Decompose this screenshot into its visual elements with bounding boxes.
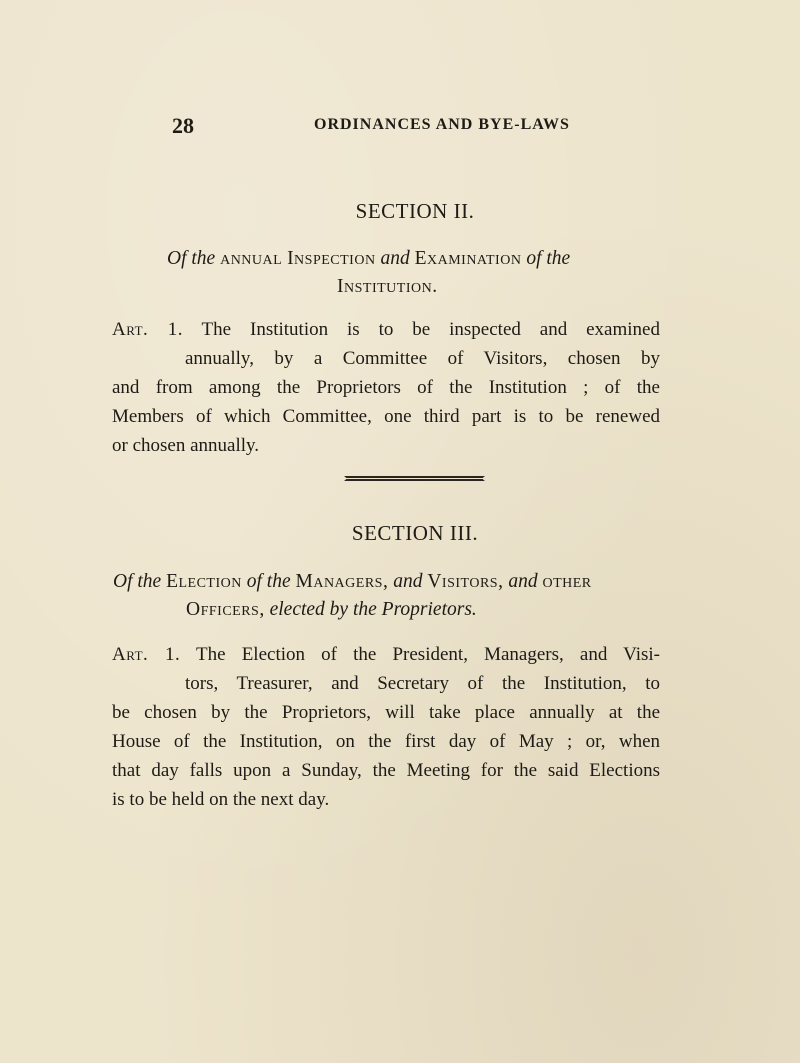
article-label: Art. 1. bbox=[112, 644, 181, 665]
heading-annual: annual bbox=[220, 248, 283, 269]
article-line: Art. 1. The Election of the President, Managers, and Visi- bbox=[112, 644, 660, 665]
heading-of-the: Of the bbox=[167, 248, 216, 269]
heading-institution: Institution. bbox=[337, 276, 438, 297]
heading-inspection: Inspection bbox=[287, 248, 376, 269]
heading-of-the-2: of the bbox=[246, 571, 291, 592]
section-3-heading-line-2 bbox=[186, 596, 477, 624]
heading-and: and bbox=[393, 571, 423, 592]
heading-officers: Officers, bbox=[186, 599, 265, 620]
heading-managers: Managers, bbox=[295, 571, 389, 592]
section-2-article-1 bbox=[112, 315, 660, 460]
section-2-heading-line-2 bbox=[337, 273, 438, 301]
article-line: is to be held on the next day. bbox=[112, 789, 330, 810]
section-3-article-1 bbox=[112, 640, 660, 814]
section-3-title: SECTION III. bbox=[351, 521, 479, 545]
heading-and: and bbox=[380, 248, 410, 269]
article-line: be chosen by the Proprietors, will take place annually at the bbox=[112, 702, 660, 723]
page-header bbox=[172, 113, 572, 137]
article-label: Art. 1. bbox=[112, 319, 183, 340]
article-line: tors, Treasurer, and Secretary of the Institution, to bbox=[185, 673, 660, 694]
heading-of-the-2: of the bbox=[526, 248, 571, 269]
running-head: ORDINANCES AND BYE-LAWS bbox=[314, 116, 570, 133]
heading-other: other bbox=[542, 571, 592, 592]
page-number: 28 bbox=[172, 113, 194, 138]
section-divider-rule bbox=[342, 475, 487, 482]
article-line: and from among the Proprietors of the Institution ; of the bbox=[112, 377, 660, 398]
article-line: Members of which Committee, one third part is to be renewed bbox=[112, 406, 660, 427]
article-line: that day falls upon a Sunday, the Meeting for the said Elections bbox=[112, 760, 660, 781]
section-3-heading bbox=[113, 568, 592, 596]
article-line: or chosen annually. bbox=[112, 435, 260, 456]
heading-examination: Examination bbox=[414, 248, 522, 269]
section-2-title: SECTION II. bbox=[355, 199, 475, 223]
heading-of-the: Of the bbox=[113, 571, 162, 592]
article-line: House of the Institution, on the first day of May ; or, when bbox=[112, 731, 660, 752]
heading-visitors: Visitors, bbox=[427, 571, 504, 592]
heading-and-2: and bbox=[508, 571, 538, 592]
heading-elected-by: elected by the Proprietors. bbox=[269, 599, 477, 620]
heading-election: Election bbox=[166, 571, 242, 592]
article-line: annually, by a Committee of Visitors, chosen by bbox=[185, 348, 660, 369]
section-2-heading bbox=[167, 245, 570, 273]
article-line: Art. 1. The Institution is to be inspected and examined bbox=[112, 319, 660, 340]
